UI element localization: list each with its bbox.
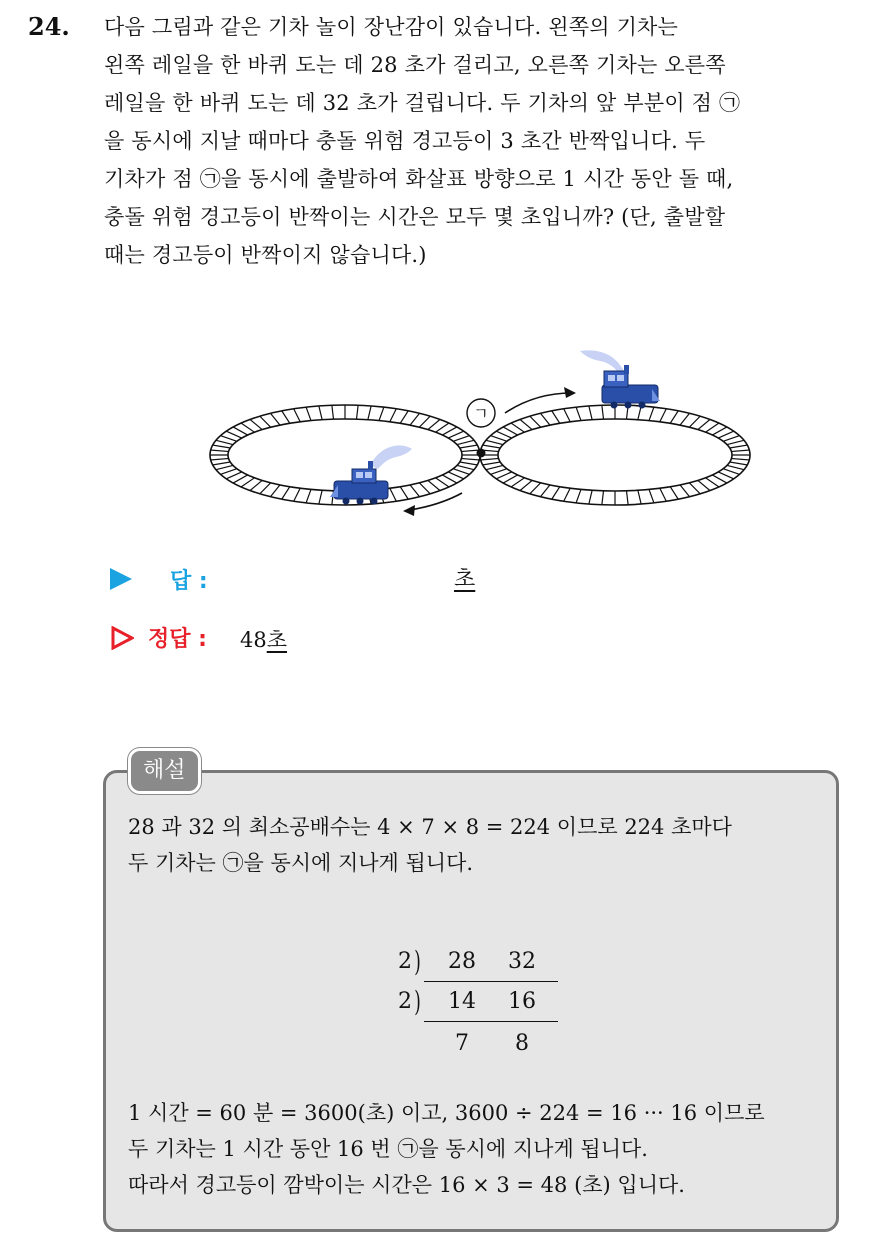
right-train-icon — [580, 350, 660, 408]
answer-arrow-icon — [110, 568, 132, 590]
question-line: 기차가 점 ㉠을 동시에 출발하여 화살표 방향으로 1 시간 동안 돌 때, — [104, 167, 734, 191]
division-value: 32 — [508, 949, 536, 974]
division-line — [424, 1021, 558, 1022]
right-arrow-head — [564, 387, 576, 398]
division-bracket: ) — [414, 945, 421, 978]
correct-answer-number: 48 — [240, 628, 267, 652]
explanation-line: 두 기차는 1 시간 동안 16 번 ㉠을 동시에 지나게 됩니다. — [128, 1137, 648, 1161]
answer-label: 답 : — [170, 569, 208, 594]
answer-row — [110, 562, 610, 596]
division-bracket: ) — [414, 985, 421, 1018]
right-track — [475, 400, 755, 510]
division-result: 8 — [515, 1031, 529, 1056]
correct-arrow-icon — [110, 626, 134, 650]
point-label: ㄱ — [473, 404, 489, 423]
division-value: 14 — [448, 989, 476, 1014]
division-line — [424, 981, 558, 982]
correct-answer-unit: 초 — [266, 628, 288, 652]
explanation-box — [103, 770, 839, 1232]
division-value: 16 — [508, 989, 536, 1014]
division-divisor: 2 — [398, 989, 412, 1014]
question-line: 을 동시에 지날 때마다 충돌 위험 경고등이 3 초간 반짝입니다. 두 — [104, 129, 706, 153]
track-illustration — [200, 335, 780, 525]
question-line: 때는 경고등이 반짝이지 않습니다.) — [104, 243, 427, 267]
left-arrow-head — [403, 505, 415, 516]
explanation-line: 28 과 32 의 최소공배수는 4 × 7 × 8 = 224 이므로 224 초마다 — [128, 815, 732, 839]
explanation-line: 두 기차는 ㉠을 동시에 지나게 됩니다. — [128, 851, 474, 875]
question-number: 24. — [28, 12, 70, 41]
division-row — [398, 945, 568, 981]
division-result-row — [398, 1027, 568, 1063]
question-line: 레일을 한 바퀴 도는 데 32 초가 걸립니다. 두 기차의 앞 부분이 점 ㉠ — [104, 91, 741, 115]
answer-blank-unit[interactable]: 초 — [454, 567, 476, 592]
question-text — [104, 8, 874, 274]
division-value: 28 — [448, 949, 476, 974]
correct-answer-value — [240, 624, 287, 654]
question-line: 다음 그림과 같은 기차 놀이 장난감이 있습니다. 왼쪽의 기차는 — [104, 15, 679, 39]
explanation-tab: 해설 — [128, 748, 201, 794]
division-divisor: 2 — [398, 949, 412, 974]
ladder-division — [398, 945, 568, 1065]
division-row — [398, 985, 568, 1021]
question-line: 왼쪽 레일을 한 바퀴 도는 데 28 초가 걸리고, 오른쪽 기차는 오른쪽 — [104, 53, 726, 77]
correct-answer-label: 정답 : — [148, 627, 207, 652]
meeting-point-dot — [477, 449, 486, 458]
train-track-figure — [200, 335, 780, 525]
division-result: 7 — [455, 1031, 469, 1056]
correct-answer-row — [110, 622, 610, 656]
explanation-line: 따라서 경고등이 깜박이는 시간은 16 × 3 = 48 (초) 입니다. — [128, 1173, 685, 1197]
explanation-line: 1 시간 = 60 분 = 3600(초) 이고, 3600 ÷ 224 = 16 ··· 16 이므로 — [128, 1101, 765, 1125]
question-line: 충돌 위험 경고등이 반짝이는 시간은 모두 몇 초입니까? (단, 출발할 — [104, 205, 726, 229]
